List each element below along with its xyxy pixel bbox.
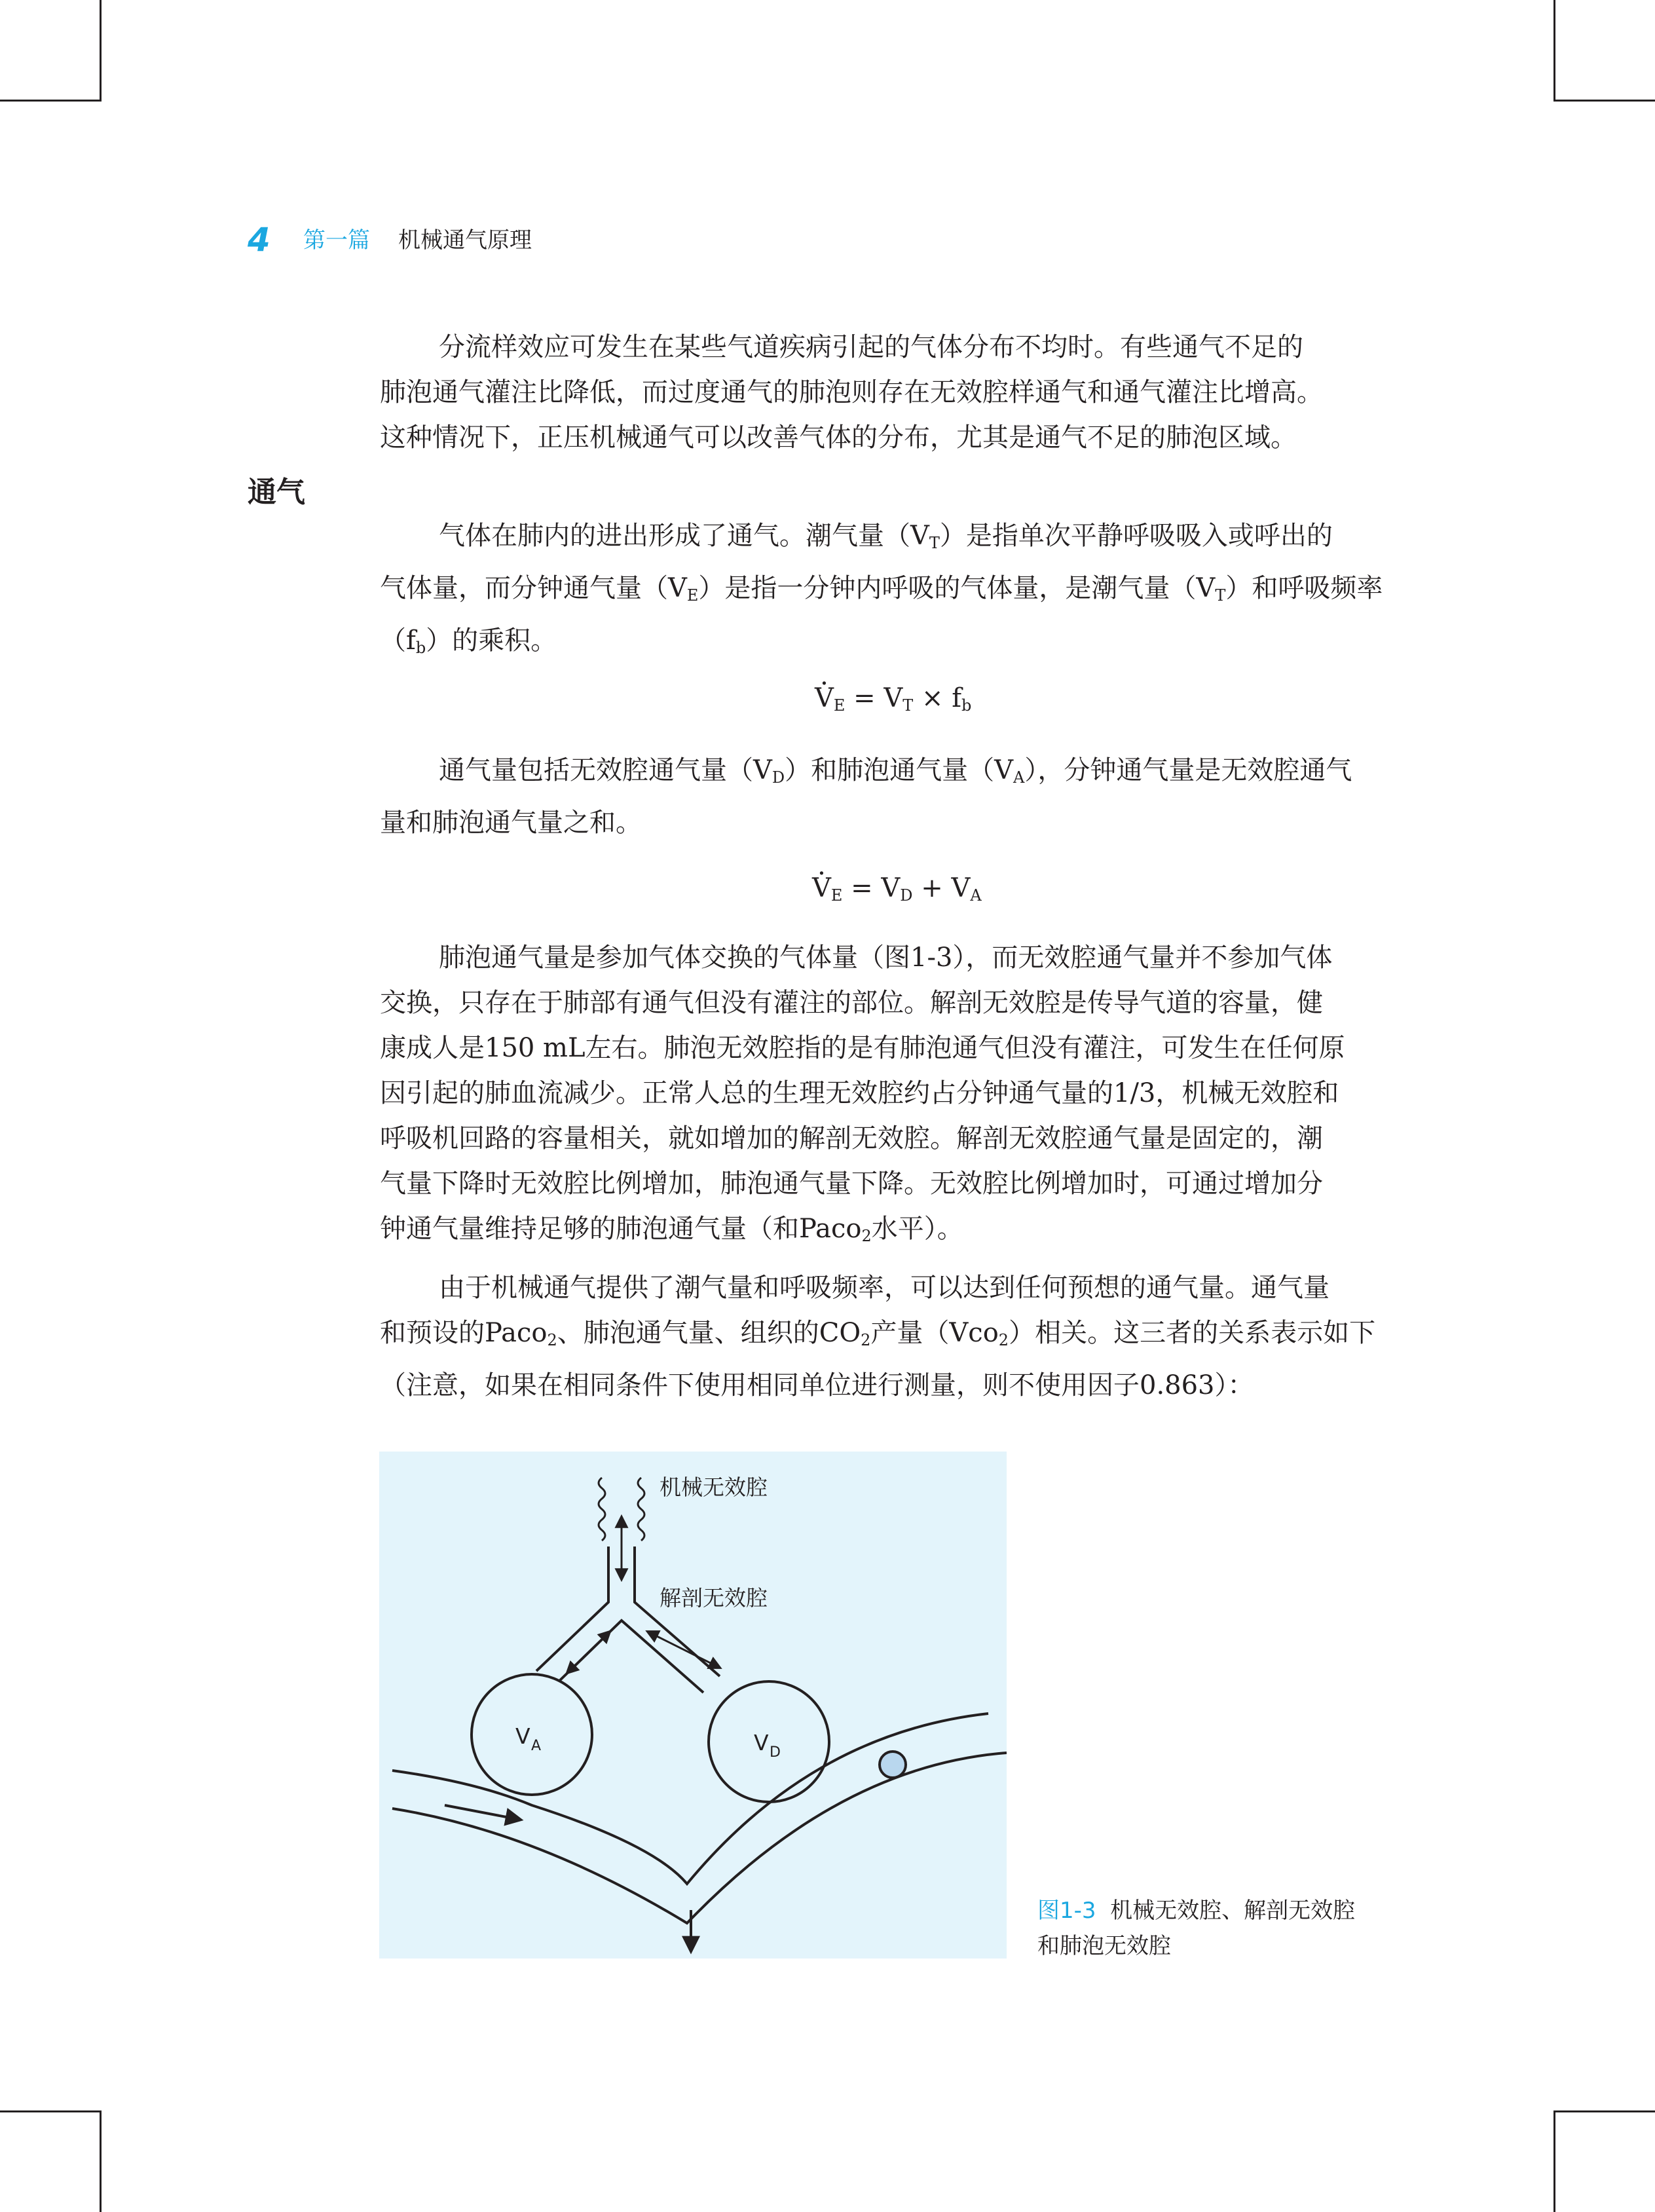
crop-mark-bl-h xyxy=(0,2110,102,2112)
text-line: 气量下降时无效腔比例增加，肺泡通气量下降。无效腔比例增加时，可通过增加分 xyxy=(380,1169,1323,1199)
arrow-right-branch xyxy=(648,1632,720,1668)
text-line: 呼吸机回路的容量相关，就如增加的解剖无效腔。解剖无效腔通气量是固定的，潮 xyxy=(380,1123,1323,1153)
mechanical-ventilation-paragraph xyxy=(380,1265,1409,1408)
section-heading: 通气 xyxy=(248,476,305,509)
text-line: $(f_b)$的乘积。 xyxy=(380,626,557,657)
alveolus-vd xyxy=(709,1681,829,1802)
alveolus-va-sub: A xyxy=(531,1738,542,1754)
text-line: 钟通气量维持足够的肺泡通气量（和Paco$_2$水平）。 xyxy=(380,1214,963,1245)
text-line: 肺泡通气灌注比降低，而过度通气的肺泡则存在无效腔样通气和通气灌注比增高。 xyxy=(380,377,1323,407)
text-line: 康成人是150 mL左右。肺泡无效腔指的是有肺泡通气但没有灌注，可发生在任何原 xyxy=(380,1033,1345,1063)
text-line: 量和肺泡通气量之和。 xyxy=(380,808,642,838)
equation-minute-ventilation: · $V_E = V_T \times f_b$ xyxy=(815,679,971,725)
anatomical-dead-space-label: 解剖无效腔 xyxy=(660,1585,768,1611)
text-line: 分流样效应可发生在某些气道疾病引起的气体分布不均时。有些通气不足的 xyxy=(439,332,1303,362)
mechanical-dead-space-label: 机械无效腔 xyxy=(660,1474,768,1500)
crop-mark-br-v xyxy=(1553,2110,1555,2212)
alveolus-vd-sub: D xyxy=(770,1744,781,1761)
mechanical-tube-left xyxy=(599,1478,605,1541)
text-line: 气体在肺内的进出形成了通气。潮气量$(V_T)$是指单次平静呼吸吸入或呼出的 xyxy=(439,521,1333,552)
crop-mark-tl-v xyxy=(100,0,102,102)
capillary-lower xyxy=(392,1753,1007,1923)
crop-mark-tr-v xyxy=(1553,0,1555,102)
arrow-left-branch xyxy=(567,1632,610,1673)
ventilation-paragraph xyxy=(380,514,1409,671)
running-title: 机械通气原理 xyxy=(398,227,532,253)
equation-ventilation-sum: · $V_E = V_D + V_A$ xyxy=(812,869,982,915)
text-line: 肺泡通气量是参加气体交换的气体量（图1-3），而无效腔通气量并不参加气体 xyxy=(439,943,1333,973)
text-line: 由于机械通气提供了潮气量和呼吸频率，可以达到任何预想的通气量。通气量 xyxy=(439,1273,1330,1303)
intro-paragraph xyxy=(380,325,1409,460)
crop-mark-bl-v xyxy=(100,2110,102,2212)
crop-mark-br-h xyxy=(1553,2110,1655,2112)
crop-mark-tr-h xyxy=(1553,100,1655,102)
flow-arrow xyxy=(445,1805,520,1820)
alveolus-vd-label: V xyxy=(754,1730,769,1755)
dead-space-paragraph xyxy=(380,935,1409,1259)
text-line: 交换，只存在于肺部有通气但没有灌注的部位。解剖无效腔是传导气道的容量，健 xyxy=(380,988,1323,1018)
text-line: 气体量，而分钟通气量$(V_E)$是指一分钟内呼吸的气体量，是潮气量$(V_T)$和呼吸频率 xyxy=(380,573,1383,605)
part-label: 第一篇 xyxy=(303,227,370,253)
airway-outline xyxy=(536,1547,720,1693)
crop-mark-tl-h xyxy=(0,100,102,102)
caption-text: 机械无效腔、解剖无效腔 xyxy=(1110,1898,1356,1924)
mechanical-tube-right xyxy=(638,1478,644,1541)
figure-number: 图1-3 xyxy=(1037,1898,1096,1924)
text-line: 通气量包括无效腔通气量$(V_D)$和肺泡通气量$(V_A)$，分钟通气量是无效腔通气 xyxy=(439,755,1352,787)
dead-space-diagram xyxy=(379,1452,1007,1959)
text-line: （注意，如果在相同条件下使用相同单位进行测量，则不使用因子0.863）： xyxy=(380,1370,1254,1400)
text-line: 这种情况下，正压机械通气可以改善气体的分布，尤其是通气不足的肺泡区域。 xyxy=(380,422,1297,453)
figure-caption xyxy=(1037,1893,1430,1964)
caption-text: 和肺泡无效腔 xyxy=(1037,1933,1171,1959)
text-line: 因引起的肺血流减少。正常人总的生理无效腔约占分钟通气量的1/3，机械无效腔和 xyxy=(380,1078,1339,1108)
ventilation-components-paragraph xyxy=(380,748,1409,846)
alveolus-va xyxy=(472,1674,592,1795)
text-line: 和预设的Paco$_2$、肺泡通气量、组织的$CO_2$产量（Vco$_2$）相关。这三者的关系表示如下 xyxy=(380,1318,1376,1349)
blood-cell xyxy=(880,1752,906,1778)
alveolus-va-label: V xyxy=(515,1723,530,1749)
page-number: 4 xyxy=(248,221,270,259)
figure-dead-space-diagram xyxy=(379,1452,1007,1959)
